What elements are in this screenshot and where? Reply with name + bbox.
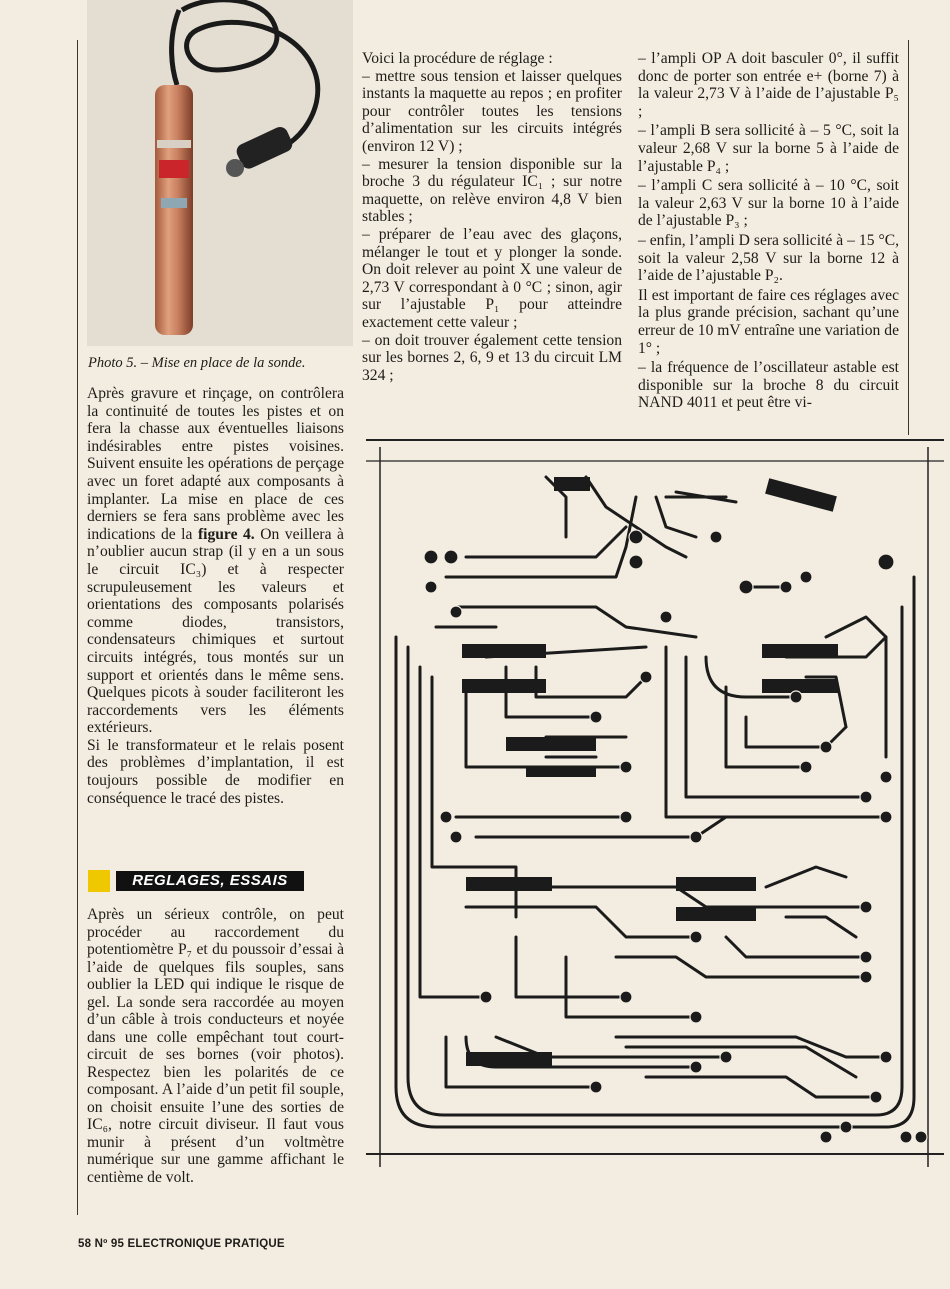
figure-reference: figure 4. bbox=[197, 525, 255, 543]
amp-d-step: – enfin, l’ampli D sera sollicité à – 15 °C, soit la valeur 2,58 V sur la borne 12 à l’aide de l’ajustable P₂. bbox=[638, 231, 899, 285]
procedure-step-3: – préparer de l’eau avec des glaçons, mélanger le tout et y plonger la sonde. On doit relever au point X une valeur de 2,73 V correspondant à 0 °C ; sinon, agir sur l’ajustable P₁ pour atteindre exactement cette valeur ; bbox=[362, 225, 622, 331]
procedure-intro: Voici la procédure de réglage : bbox=[362, 50, 553, 67]
probe-photo-image bbox=[87, 0, 353, 346]
precision-note: Il est important de faire ces réglages avec la plus grande précision, sachant qu’une erreur de 10 mV entraîne une variation de 1° ; bbox=[638, 286, 899, 357]
oscillator-note: – la fréquence de l’oscillateur astable est disponible sur la broche 8 du circuit NAND 4011 et peut être vi- bbox=[638, 359, 899, 412]
probe-photo bbox=[87, 0, 353, 346]
procedure-step-4: – on doit trouver également cette tension sur les bornes 2, 6, 9 et 13 du circuit LM 324 ; bbox=[362, 331, 622, 384]
column-2 bbox=[362, 50, 622, 384]
amp-c-step: – l’ampli C sera sollicité à – 10 °C, soit la valeur 2,63 V sur la borne 10 à l’aide de l’ajustable P₃ ; bbox=[638, 177, 899, 230]
photo-caption: Photo 5. – Mise en place de la sonde. bbox=[88, 355, 306, 371]
section-heading: REGLAGES, ESSAIS bbox=[116, 871, 304, 891]
amp-a-step: – l’ampli OP A doit basculer 0°, il suffit donc de porter son entrée e+ (borne 7) à la valeur 2,73 V à l’aide de l’ajustable P₅ ; bbox=[638, 50, 899, 120]
pcb-layout-figure bbox=[366, 437, 946, 1167]
amp-b-step: – l’ampli B sera sollicité à – 5 °C, soit la valeur 2,68 V sur la borne 5 à l’aide de l’ajustable P₄ ; bbox=[638, 122, 899, 175]
column-1 bbox=[87, 385, 344, 807]
assembly-text-b: On veillera à n’oublier aucun strap (il y en a un sous le circuit IC₃) et à respecter scrupuleusement les valeurs et orientations des composants polarisés comme diodes, transistors, condensateurs chimiques et surtout circuits intégrés, tous montés sur un support et orientés dans le même sens. Quelques picots à souder faciliteront les raccordements vers les éléments extérieurs. bbox=[87, 525, 344, 737]
procedure-step-2: – mesurer la tension disponible sur la broche 3 du régulateur IC₁ ; sur notre maquette, on relève environ 4,8 V bien stables ; bbox=[362, 155, 622, 226]
page-footer: 58 Nº 95 ELECTRONIQUE PRATIQUE bbox=[78, 1238, 285, 1250]
paragraph-settings: Après un sérieux contrôle, on peut procéder au raccordement du potentiomètre P₇ et du poussoir d’essai à l’aide de quelques fils souples, sans oublier la LED qui indique le risque de gel. La sonde sera raccordée au moyen d’un câble à trois conducteurs et noyée dans une colle empêchant tout court-circuit de ses bornes (voir photos). Respectez bien les polarités de ce composant. A l’aide d’un petit fil souple, on choisit ensuite l’une des sorties de IC₆, notre circuit diviseur. Il faut vous munir à présent d’un voltmètre numérique sur une gamme affichant le centième de volt. bbox=[87, 906, 344, 1186]
section-accent-square bbox=[88, 870, 110, 892]
paragraph-transformer: Si le transformateur et le relais posent des problèmes d’implantation, il est toujours possible de modifier en conséquence le tracé des pistes. bbox=[87, 736, 344, 807]
assembly-text-a: Après gravure et rinçage, on contrôlera la continuité de toutes les pistes et on fera la chasse aux éventuelles liaisons indésirables entre pistes voisines. Suivent ensuite les opérations de perçage avec un foret adapté aux composants à implanter. La mise en place de ces derniers se fera sans problème avec les indications de la bbox=[87, 385, 344, 543]
pcb-trace-drawing bbox=[366, 437, 946, 1167]
column-3 bbox=[638, 50, 899, 414]
column-rule-left bbox=[77, 40, 78, 1215]
column-rule-right bbox=[908, 40, 909, 435]
procedure-step-1: – mettre sous tension et laisser quelques instants la maquette au repos ; en profiter pour contrôler toutes les tensions d’alimentation sur les circuits intégrés (environ 12 V) ; bbox=[362, 67, 622, 155]
column-1-section bbox=[87, 906, 344, 1186]
paragraph-assembly bbox=[87, 385, 344, 737]
